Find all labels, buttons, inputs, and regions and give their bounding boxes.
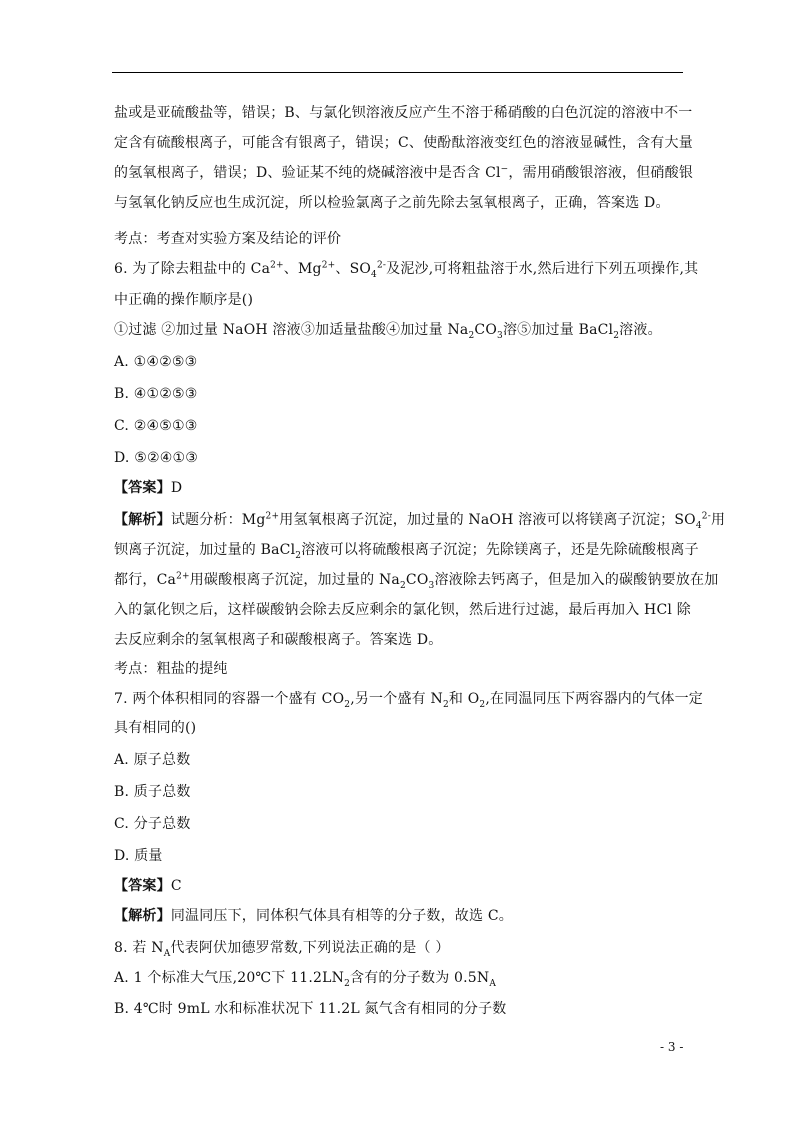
- script-text: 2-: [701, 511, 711, 522]
- text-run: 钡离子沉淀，加过量的 BaCl: [114, 542, 296, 558]
- text-line-q7-stem-1: [114, 690, 703, 708]
- text-run: B. 4℃时 9mL 水和标准状况下 11.2L 氮气含有相同的分子数: [114, 1001, 507, 1017]
- text-line-q7-b: [114, 783, 191, 801]
- text-run: 都行，Ca: [114, 572, 177, 588]
- script-text: 2+: [265, 511, 280, 522]
- text-run: 溶液。: [619, 322, 662, 338]
- text-line-q6-ans: [114, 479, 182, 497]
- text-run: 的氢氧根离子，错误；D、验证某不纯的烧碱溶液中是否含 Cl: [114, 165, 501, 181]
- script-text: 3: [497, 330, 503, 341]
- text-line-q7-stem-2: [114, 719, 196, 737]
- text-run: 溶液可以将硫酸根离子沉淀；先除镁离子，还是先除硫酸根离子: [301, 542, 699, 558]
- text-run: 与氢氧化钠反应也生成沉淀，所以检验氯离子之前先除去氢氧根离子，正确，答案选 D。: [114, 195, 670, 211]
- text-run: ，需用硝酸银溶液，但硝酸银: [508, 165, 694, 181]
- text-line-p5-cont-4: [114, 194, 670, 212]
- script-text: 2+: [176, 571, 190, 582]
- script-text: 3: [428, 580, 435, 591]
- script-text: 4: [695, 520, 702, 531]
- script-text: 2: [479, 699, 486, 710]
- script-text: 4: [371, 269, 377, 280]
- text-line-q6-exp-5: [114, 631, 442, 649]
- text-run: ①过滤 ②加过量 NaOH 溶液③加适量盐酸④加过量 Na: [114, 322, 469, 338]
- text-run: 用氢氧根离子沉淀，加过量的 NaOH 溶液可以将镁离子沉淀；SO: [279, 512, 696, 528]
- text-run: C: [170, 878, 182, 894]
- script-text: 2: [613, 330, 620, 341]
- text-line-q6-d: [114, 449, 198, 467]
- page-number: - 3 -: [660, 1040, 684, 1054]
- section-label: 【解析】: [114, 512, 171, 528]
- text-run: 、SO: [335, 261, 372, 277]
- text-line-p5-cont-1: [114, 104, 693, 122]
- text-line-q6-exp-1: [114, 511, 725, 529]
- text-run: 、Mg: [283, 261, 322, 277]
- text-run: A. 1 个标准大气压,20℃下 11.2LN: [114, 970, 345, 986]
- text-run: 同温同压下，同体积气体具有相等的分子数，故选 C。: [170, 908, 513, 924]
- text-run: D. 质量: [114, 848, 163, 864]
- text-run: 8. 若 N: [114, 940, 164, 956]
- text-run: 用碳酸根离子沉淀，加过量的 Na: [189, 572, 400, 588]
- text-run: 考点：考查对实验方案及结论的评价: [114, 231, 342, 247]
- text-line-q6-exp-2: [114, 541, 699, 559]
- text-line-q6-a: [114, 353, 197, 371]
- script-text: 2: [344, 978, 350, 989]
- text-line-q7-a: [114, 751, 190, 769]
- text-run: C. 分子总数: [114, 816, 191, 832]
- script-text: 2+: [270, 260, 284, 271]
- text-run: D: [170, 480, 183, 496]
- text-line-q6-exp-3: [114, 571, 718, 589]
- script-text: 2+: [321, 260, 336, 271]
- text-line-q8-a: [114, 969, 496, 987]
- text-run: ,另一个盛有 N: [350, 691, 443, 707]
- text-line-q7-c: [114, 815, 191, 833]
- text-run: C. ②④⑤①③: [114, 418, 198, 434]
- script-text: 2: [442, 699, 449, 710]
- text-run: 具有相同的(): [114, 720, 197, 736]
- script-text: A: [163, 948, 171, 959]
- text-line-p5-cont-3: [114, 164, 693, 182]
- text-run: CO: [474, 322, 498, 338]
- text-run: 和 O: [448, 691, 480, 707]
- text-run: ,在同温同压下两容器内的气体一定: [485, 691, 704, 707]
- text-run: B. ④①②⑤③: [114, 386, 198, 402]
- text-run: 6. 为了除去粗盐中的 Ca: [114, 261, 271, 277]
- text-run: 代表阿伏加德罗常数,下列说法正确的是（ ）: [170, 940, 450, 956]
- text-line-q8-b: [114, 1000, 507, 1018]
- text-line-q6-stem-2: [114, 291, 253, 309]
- text-line-q6-kaodian: [114, 660, 228, 678]
- script-text: −: [500, 164, 509, 175]
- text-run: 溶液除去钙离子，但是加入的碳酸钠要放在加: [434, 572, 719, 588]
- section-label: 【答案】: [114, 878, 171, 894]
- text-run: 定含有硫酸根离子，可能含有银离子，错误；C、使酚酞溶液变红色的溶液显碱性，含有大量: [114, 135, 693, 151]
- text-line-q7-exp: [114, 907, 513, 925]
- text-run: 7. 两个体积相同的容器一个盛有 CO: [114, 691, 345, 707]
- text-run: 中正确的操作顺序是(): [114, 292, 254, 308]
- text-line-q6-ops: [114, 321, 662, 339]
- text-run: B. 质子总数: [114, 784, 191, 800]
- text-run: 用: [710, 512, 726, 528]
- text-run: 考点：粗盐的提纯: [114, 661, 228, 677]
- section-label: 【解析】: [114, 908, 171, 924]
- script-text: 2: [399, 580, 406, 591]
- text-run: 去反应剩余的氢氧根离子和碳酸根离子。答案选 D。: [114, 632, 443, 648]
- text-run: CO: [405, 572, 429, 588]
- text-run: 试题分析：Mg: [170, 512, 266, 528]
- text-line-q6-c: [114, 417, 197, 435]
- script-text: 2-: [376, 260, 387, 271]
- text-line-p5-cont-2: [114, 134, 693, 152]
- text-run: D. ⑤②④①③: [114, 450, 198, 466]
- text-run: 及泥沙,可将粗盐溶于水,然后进行下列五项操作,其: [386, 261, 699, 277]
- text-line-q6-stem-1: [114, 260, 698, 278]
- text-line-q7-d: [114, 847, 163, 865]
- header-rule: [112, 72, 683, 73]
- script-text: 2: [344, 699, 351, 710]
- text-run: 盐或是亚硫酸盐等，错误；B、与氯化钡溶液反应产生不溶于稀硝酸的白色沉淀的溶液中不一: [114, 105, 693, 121]
- text-run: A. ①④②⑤③: [114, 354, 198, 370]
- text-line-p5-kaodian: [114, 230, 341, 248]
- section-label: 【答案】: [114, 480, 171, 496]
- script-text: 2: [295, 550, 302, 561]
- text-run: 入的氯化钡之后，这样碳酸钠会除去反应剩余的氯化钡，然后进行过滤，最后再加入 HCl 除: [114, 602, 691, 618]
- script-text: 2: [468, 330, 475, 341]
- text-run: A. 原子总数: [114, 752, 191, 768]
- text-line-q7-ans: [114, 877, 182, 895]
- text-run: 含有的分子数为 0.5N: [350, 970, 490, 986]
- text-run: 溶⑤加过量 BaCl: [502, 322, 614, 338]
- text-line-q6-exp-4: [114, 601, 691, 619]
- text-line-q8-stem: [114, 939, 450, 957]
- script-text: A: [489, 978, 497, 989]
- text-line-q6-b: [114, 385, 198, 403]
